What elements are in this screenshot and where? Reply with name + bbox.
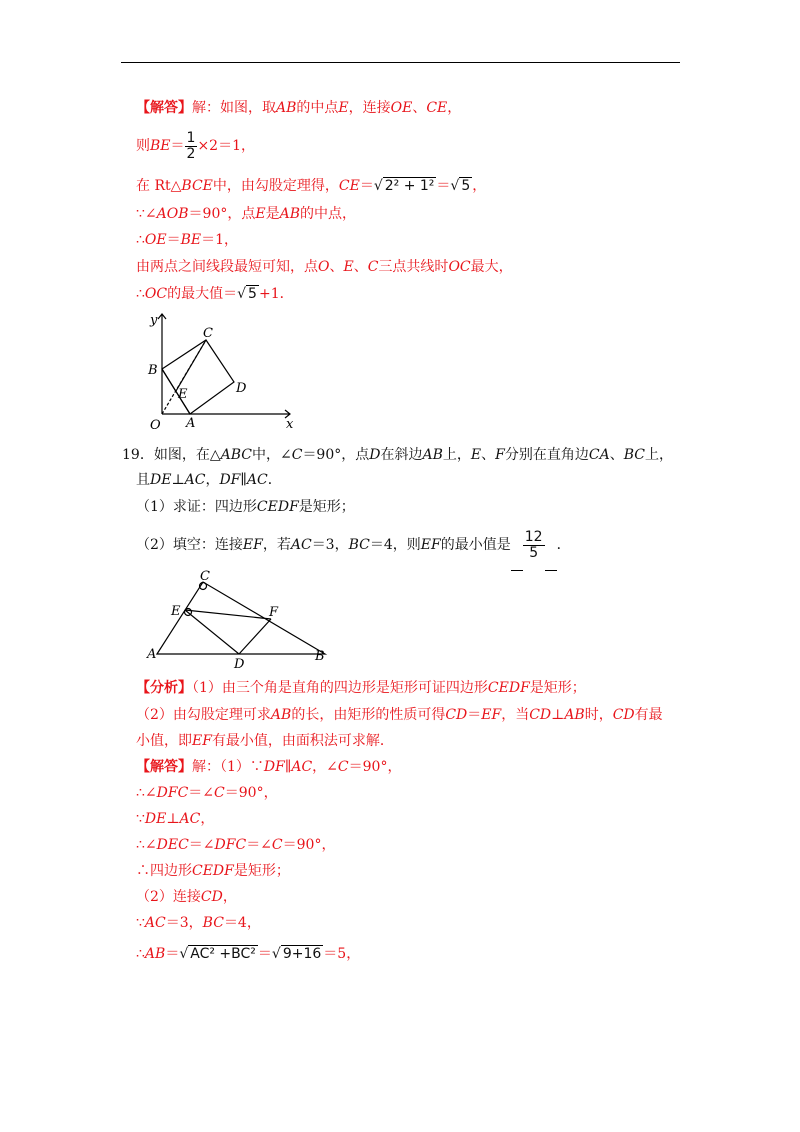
- label-y: y: [150, 313, 158, 328]
- denominator: 2: [186, 145, 196, 162]
- text: ＝∠: [246, 837, 272, 853]
- text: 有最小值，由面积法可求解．: [211, 733, 394, 749]
- text: ＝: [467, 707, 482, 723]
- var: E: [470, 447, 482, 463]
- text: 三点共线时: [378, 259, 449, 275]
- text: 、: [353, 259, 368, 275]
- var: AB: [564, 707, 585, 723]
- solution2-line-4: [136, 835, 335, 855]
- segment-ec: [176, 340, 206, 391]
- figure-coordinate-square: [140, 306, 320, 436]
- text: 由两点之间线段最短可知，点: [136, 259, 318, 275]
- text: 最大，: [470, 259, 513, 275]
- text: 解：（1）∵: [192, 759, 264, 775]
- solution2-line-8: [136, 944, 360, 964]
- label-x: x: [286, 417, 294, 432]
- text: ∵∠: [136, 206, 157, 222]
- var: AB: [276, 100, 297, 116]
- solution2-line-6: [136, 887, 237, 907]
- blank-right: [545, 520, 557, 571]
- var: BE: [150, 138, 171, 154]
- var: CD: [445, 707, 468, 723]
- numerator: 12: [524, 528, 543, 545]
- text: 分别在直角边: [504, 447, 589, 463]
- var: C: [271, 837, 283, 853]
- var: DFC: [156, 785, 189, 801]
- sqrt-expression: √ 2² + 1²: [373, 178, 435, 194]
- label-e: E: [171, 604, 181, 619]
- text: ＝3，: [311, 537, 349, 553]
- label-d: D: [236, 381, 247, 396]
- text: ，若: [262, 537, 291, 553]
- sqrt-five: √ 5: [237, 286, 257, 302]
- text: ＝∠: [188, 837, 215, 853]
- text: ∵: [136, 915, 145, 931]
- text: ，: [205, 472, 220, 488]
- label-b: B: [315, 649, 325, 664]
- text: ＝90°，点: [188, 206, 256, 222]
- label-c: C: [203, 326, 213, 341]
- text: 的最大值＝: [167, 286, 238, 302]
- numerator: 1: [186, 129, 196, 146]
- text: 在斜边: [380, 447, 423, 463]
- text: 则: [136, 138, 150, 154]
- text: （1）由三个角是直角的四边形是矩形可证四边形: [192, 680, 488, 696]
- var: DE: [144, 811, 167, 827]
- solution-line-2: [136, 124, 255, 168]
- var: DF: [219, 472, 241, 488]
- text: ⊥: [166, 811, 180, 827]
- text: ⊥: [551, 707, 565, 723]
- text: ＝90°，: [348, 759, 402, 775]
- text: ，当: [501, 707, 530, 723]
- var: AB: [270, 707, 292, 723]
- q19-line-2: [136, 470, 282, 490]
- text: ，: [222, 889, 237, 905]
- text: （1）求证：四边形: [136, 499, 257, 515]
- text: ＝4，: [223, 915, 261, 931]
- solution-line-1: [136, 98, 461, 118]
- var: BC: [202, 915, 224, 931]
- solution-line-4: [136, 204, 356, 224]
- text: ＝90°，点: [302, 447, 370, 463]
- segment-df: [239, 619, 271, 654]
- var: C: [337, 759, 349, 775]
- denominator: 5: [529, 544, 539, 561]
- text: ＝5，: [323, 946, 361, 962]
- sqrt-9-16: √ 9+16: [271, 946, 322, 962]
- text: 、: [329, 259, 344, 275]
- q19-line-1: [122, 445, 673, 465]
- text: ∴四边形: [136, 863, 192, 879]
- answer-tag: 【解答】: [136, 100, 192, 116]
- solution2-line-3: [136, 809, 214, 829]
- text: 是矩形；: [529, 680, 586, 696]
- var: F: [495, 447, 505, 463]
- text: 是矩形；: [298, 499, 355, 515]
- text: 上，: [442, 447, 471, 463]
- text: 的长，由矩形的性质可得: [291, 707, 446, 723]
- var: CD: [529, 707, 552, 723]
- radicand: 2² + 1²: [384, 178, 435, 194]
- solution-line-5: [136, 230, 238, 250]
- text: ＝: [359, 178, 374, 194]
- text: 小值，即: [136, 733, 192, 749]
- text: 的中点: [296, 100, 339, 116]
- text: ，∠: [312, 759, 338, 775]
- text: （2）由勾股定理可求: [136, 707, 271, 723]
- var: CE: [338, 178, 360, 194]
- radicand: 5: [248, 286, 257, 302]
- text: ＝∠: [188, 785, 215, 801]
- text: ＝90°，: [282, 837, 336, 853]
- text: ＝1，: [201, 232, 239, 248]
- var: O: [318, 259, 330, 275]
- var: CA: [588, 447, 610, 463]
- label-e: E: [178, 387, 188, 402]
- text: ∴∠: [136, 837, 157, 853]
- text: 中，由勾股定理得，: [212, 178, 339, 194]
- segment-ed: [185, 610, 239, 654]
- text: ∴∠: [136, 785, 157, 801]
- solution2-line-7: [136, 913, 261, 933]
- text: 、: [609, 447, 624, 463]
- text: ＝: [170, 138, 185, 154]
- solution2-line-2: [136, 783, 278, 803]
- text: ．: [556, 537, 571, 553]
- text: 、: [412, 100, 427, 116]
- radicand: 9+16: [282, 946, 322, 962]
- radicand: AC² +BC²: [190, 946, 256, 962]
- text: ⊥: [171, 472, 185, 488]
- text: ＝90°，: [224, 785, 278, 801]
- var: EF: [242, 537, 263, 553]
- text: ，连接: [348, 100, 391, 116]
- text: +1．: [258, 286, 294, 302]
- label-d: D: [234, 657, 245, 672]
- blank-left: [511, 520, 523, 571]
- var: EF: [481, 707, 502, 723]
- var: AB: [422, 447, 443, 463]
- var: OE: [144, 232, 167, 248]
- var: BC: [623, 447, 645, 463]
- text: ＝4，则: [369, 537, 421, 553]
- var: CEDF: [487, 680, 530, 696]
- text: （2）填空：连接: [136, 537, 243, 553]
- var: AC: [184, 472, 206, 488]
- var: E: [338, 100, 349, 116]
- text: （2）连接: [136, 889, 201, 905]
- text: 在 Rt△: [136, 178, 182, 194]
- text: ＝: [165, 946, 180, 962]
- text: 如图，在△: [153, 447, 221, 463]
- text: ∴: [136, 286, 145, 302]
- sqrt-five: √ 5: [450, 178, 471, 194]
- header-rule: [121, 62, 680, 63]
- var: OC: [448, 259, 471, 275]
- var: CD: [612, 707, 635, 723]
- text: 、: [481, 447, 496, 463]
- text: ∵: [136, 811, 145, 827]
- text: ∥: [284, 759, 292, 775]
- var: AB: [144, 946, 166, 962]
- var: DF: [263, 759, 285, 775]
- answer-fraction: [523, 530, 545, 560]
- solution-line-7: [136, 284, 294, 304]
- text: ．: [267, 472, 282, 488]
- var: BC: [348, 537, 370, 553]
- analysis-line-2: [136, 705, 663, 725]
- var: DEC: [156, 837, 189, 853]
- label-b: B: [148, 363, 158, 378]
- label-a: A: [147, 647, 157, 662]
- text: ＝: [257, 946, 272, 962]
- var: OC: [144, 286, 168, 302]
- var: DFC: [214, 837, 247, 853]
- text: 中，∠: [251, 447, 292, 463]
- label-c: C: [200, 569, 210, 584]
- label-a: A: [186, 416, 196, 431]
- text: ∴: [136, 232, 145, 248]
- fraction-one-half: [185, 131, 198, 161]
- solution-line-3: [136, 176, 486, 196]
- text: ∥: [240, 472, 247, 488]
- text: ∴: [136, 946, 145, 962]
- text: ×2＝1，: [197, 138, 255, 154]
- text: 的最小值是: [440, 537, 511, 553]
- analysis-tag: 【分析】: [136, 680, 192, 696]
- var: CE: [426, 100, 448, 116]
- var: AC: [144, 915, 166, 931]
- var: OE: [390, 100, 413, 116]
- var: AC: [179, 811, 201, 827]
- question-number: 19．: [122, 447, 154, 463]
- text: 的中点，: [300, 206, 356, 222]
- var: D: [369, 447, 381, 463]
- var: E: [343, 259, 354, 275]
- text: 且: [136, 472, 150, 488]
- q19-part-1: [136, 497, 355, 517]
- answer-tag: 【解答】: [136, 759, 192, 775]
- text: ＝: [436, 178, 451, 194]
- text: 解：如图，取: [192, 100, 276, 116]
- var: C: [367, 259, 379, 275]
- text: ，: [200, 811, 215, 827]
- figure-triangle-rectangle: [143, 569, 333, 672]
- var: AC: [290, 537, 312, 553]
- var: AC: [246, 472, 268, 488]
- text: 是矩形；: [233, 863, 290, 879]
- text: 上，: [644, 447, 673, 463]
- triangle-abc: [157, 582, 325, 654]
- var: BE: [180, 232, 202, 248]
- var: CEDF: [256, 499, 299, 515]
- var: CEDF: [192, 863, 234, 879]
- var: AOB: [156, 206, 189, 222]
- var: EF: [192, 733, 212, 749]
- label-f: F: [269, 605, 279, 620]
- label-o: O: [150, 418, 161, 433]
- var: ABC: [220, 447, 252, 463]
- var: DE: [150, 472, 172, 488]
- var: E: [255, 206, 266, 222]
- text: ，: [472, 178, 487, 194]
- analysis-line-1: [136, 678, 586, 698]
- var: CD: [200, 889, 223, 905]
- analysis-line-3: [136, 731, 394, 751]
- var: C: [214, 785, 225, 801]
- text: 有最: [634, 707, 663, 723]
- q19-part-2: [136, 520, 571, 570]
- var: C: [291, 447, 303, 463]
- solution-line-6: [136, 257, 513, 277]
- var: AB: [279, 206, 300, 222]
- var: BCE: [181, 178, 213, 194]
- sqrt-ac2-bc2: √ AC² +BC²: [179, 946, 256, 962]
- radicand: 5: [461, 178, 471, 194]
- text: ＝: [166, 232, 181, 248]
- square-abcd: [162, 340, 234, 414]
- var: EF: [420, 537, 441, 553]
- text: ，: [447, 100, 462, 116]
- solution2-line-5: [136, 861, 290, 881]
- text: 是: [265, 206, 280, 222]
- solution2-line-1: [136, 757, 401, 777]
- text: 时，: [584, 707, 613, 723]
- var: AC: [291, 759, 313, 775]
- text: ＝3，: [165, 915, 203, 931]
